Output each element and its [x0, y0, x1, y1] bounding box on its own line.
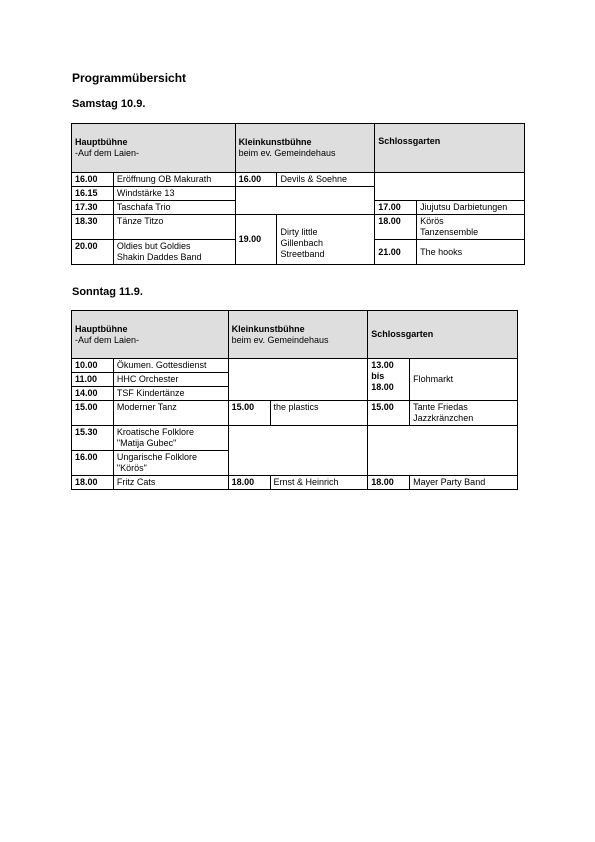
act-cell: TSF Kindertänze — [113, 387, 228, 401]
empty-cell — [228, 426, 368, 476]
act-cell: Mayer Party Band — [410, 476, 518, 490]
act-line: Ungarische Folklore — [116, 452, 197, 462]
time-cell: 18.00 — [375, 215, 417, 240]
time-cell: 17.30 — [72, 201, 114, 215]
time-cell — [368, 359, 410, 401]
header-schlossgarten — [368, 311, 518, 359]
act-line: Jazzkränzchen — [413, 413, 474, 423]
header-subtitle: -Auf dem Laien- — [75, 148, 140, 158]
time-line: 18.00 — [371, 382, 394, 392]
act-cell — [113, 426, 228, 451]
day-heading-sunday: Sonntag 11.9. — [72, 286, 143, 298]
act-line: Körös — [420, 216, 444, 226]
act-line: Gillenbach — [280, 238, 324, 248]
act-line: Dirty little — [280, 227, 318, 237]
time-cell: 10.00 — [72, 359, 114, 373]
schedule-table-sunday — [71, 310, 518, 490]
time-cell: 18.00 — [228, 476, 270, 490]
header-title: Hauptbühne — [75, 137, 128, 147]
act-cell: Taschafa Trio — [113, 201, 235, 215]
act-line: Streetband — [280, 249, 325, 259]
day-heading-saturday: Samstag 10.9. — [72, 98, 146, 110]
time-cell: 15.00 — [368, 401, 410, 426]
time-cell: 16.00 — [72, 173, 114, 187]
time-line: 13.00 — [371, 360, 394, 370]
act-cell: Windstärke 13 — [113, 187, 235, 201]
time-cell: 16.00 — [235, 173, 277, 187]
time-cell: 15.00 — [228, 401, 270, 426]
act-cell: Moderner Tanz — [113, 401, 228, 426]
act-cell: Eröffnung OB Makurath — [113, 173, 235, 187]
page-title: Programmübersicht — [72, 71, 187, 85]
header-title: Kleinkunstbühne — [231, 323, 305, 334]
header-hauptbuehne — [72, 311, 229, 359]
time-cell: 15.30 — [72, 426, 114, 451]
act-cell — [417, 215, 525, 240]
act-cell: Ernst & Heinrich — [270, 476, 368, 490]
act-line: Oldies but Goldies — [116, 241, 191, 251]
act-cell: The hooks — [417, 240, 525, 265]
time-cell: 18.00 — [72, 476, 114, 490]
time-cell: 21.00 — [375, 240, 417, 265]
act-cell: HHC Orchester — [113, 373, 228, 387]
act-line: "Körös" — [116, 463, 147, 473]
act-line: Tanzensemble — [420, 227, 479, 237]
header-subtitle: beim ev. Gemeindehaus — [238, 148, 336, 158]
time-cell: 11.00 — [72, 373, 114, 387]
time-cell: 14.00 — [72, 387, 114, 401]
act-line: Tante Friedas — [413, 402, 468, 412]
header-schlossgarten — [375, 124, 525, 173]
time-cell: 16.00 — [72, 451, 114, 476]
header-hauptbuehne — [72, 124, 236, 173]
time-cell: 20.00 — [72, 240, 114, 265]
act-cell — [113, 240, 235, 265]
act-cell: Tänze Titzo — [113, 215, 235, 240]
time-cell: 18.30 — [72, 215, 114, 240]
header-kleinkunstbuehne — [235, 124, 375, 173]
empty-cell — [235, 187, 375, 215]
act-cell — [277, 215, 375, 265]
time-cell: 19.00 — [235, 215, 277, 265]
act-cell — [113, 451, 228, 476]
act-cell — [410, 401, 518, 426]
header-title: Hauptbühne — [75, 323, 128, 334]
time-line: bis — [371, 371, 385, 381]
time-cell: 17.00 — [375, 201, 417, 215]
header-title: Schlossgarten — [371, 329, 434, 339]
act-cell: Jiujutsu Darbietungen — [417, 201, 525, 215]
header-title: Kleinkunstbühne — [238, 137, 312, 147]
empty-cell — [375, 173, 525, 201]
act-cell: the plastics — [270, 401, 368, 426]
header-kleinkunstbuehne — [228, 311, 368, 359]
time-cell: 15.00 — [72, 401, 114, 426]
act-cell: Flohmarkt — [410, 359, 518, 401]
act-line: Kroatische Folklore — [116, 427, 194, 437]
header-subtitle: beim ev. Gemeindehaus — [231, 334, 329, 345]
time-cell: 18.00 — [368, 476, 410, 490]
act-cell: Devils & Soehne — [277, 173, 375, 187]
schedule-table-saturday — [71, 123, 525, 265]
header-title: Schlossgarten — [378, 136, 441, 146]
act-line: "Matija Gubec" — [116, 438, 177, 448]
empty-cell — [228, 359, 368, 401]
time-cell: 16.15 — [72, 187, 114, 201]
act-cell: Ökumen. Gottesdienst — [113, 359, 228, 373]
empty-cell — [368, 426, 518, 476]
header-subtitle: -Auf dem Laien- — [75, 334, 140, 345]
act-cell: Fritz Cats — [113, 476, 228, 490]
act-line: Shakin Daddes Band — [116, 252, 202, 262]
